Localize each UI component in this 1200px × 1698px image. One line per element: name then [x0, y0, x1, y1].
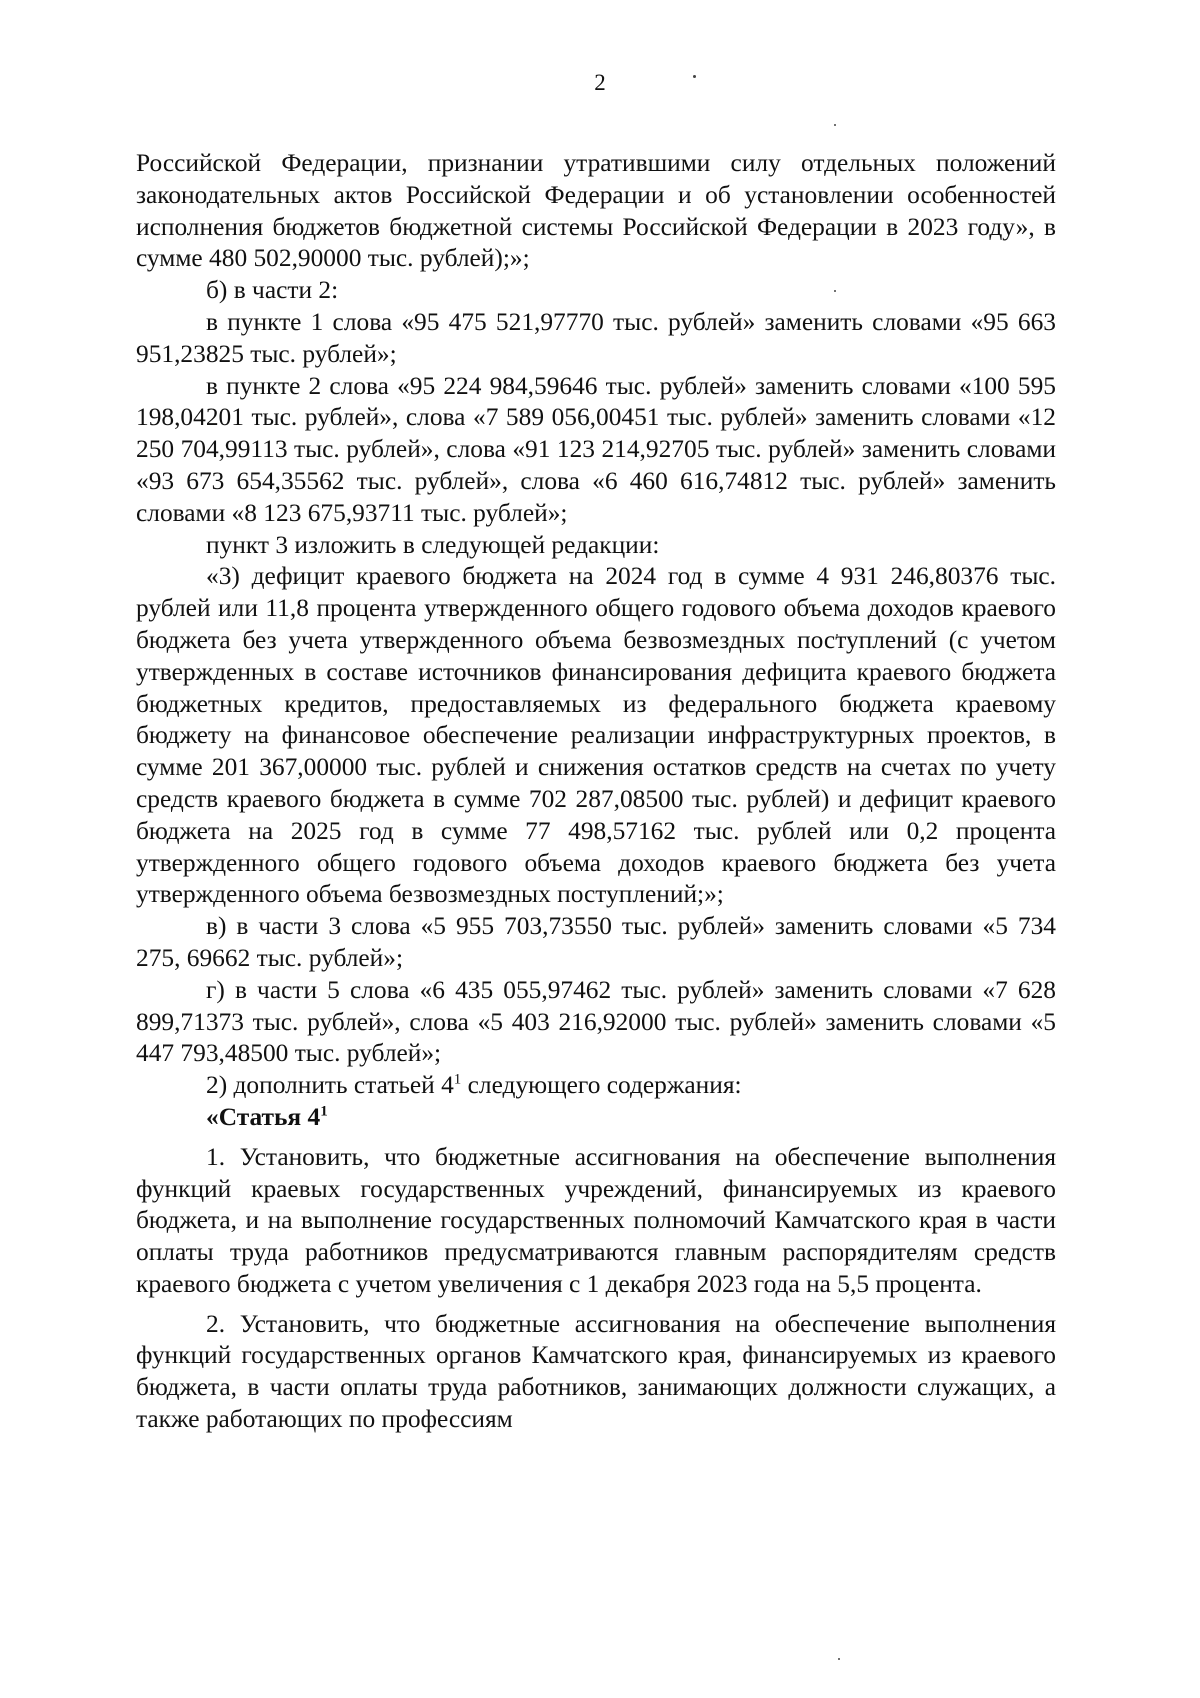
document-body — [136, 148, 1056, 1436]
addition-text-end: следующего содержания: — [461, 1071, 742, 1100]
article-heading — [136, 1102, 1056, 1134]
paragraph-point-2: в пункте 2 слова «95 224 984,59646 тыс. рублей» заменить словами «100 595 198,04201 тыс. рублей», слова «7 589 056,00451 тыс. рублей» заменить словами «12 250 704,99113 тыс. рублей», слова «91 123 214,92705 тыс. рублей» заменить словами «93 673 654,35562 тыс. рублей», слова «6 460 616,74812 тыс. рублей» заменить словами «8 123 675,93711 тыс. рублей»; — [136, 371, 1056, 527]
article-heading-superscript: 1 — [320, 1103, 328, 1120]
paragraph-point-1: в пункте 1 слова «95 475 521,97770 тыс. рублей» заменить словами «95 663 951,23825 тыс. рублей»; — [136, 307, 1056, 368]
paragraph-point-3-intro: пункт 3 изложить в следующей редакции: — [206, 530, 660, 559]
paragraph-continuation: Российской Федерации, признании утратившими силу отдельных положений законодательных актов Российской Федерации и об установлении особенностей исполнения бюджетов бюджетной системы Российской Федерации в 2023 году», в сумме 480 502,90000 тыс. рублей);»; — [136, 149, 1056, 273]
paragraph-part-3: в) в части 3 слова «5 955 703,73550 тыс. рублей» заменить словами «5 734 275, 69662 тыс. рублей»; — [136, 912, 1056, 972]
scan-speck — [834, 124, 836, 126]
article-heading-text: «Статья 4 — [206, 1102, 321, 1131]
paragraph-part-2: б) в части 2: — [206, 276, 339, 305]
addition-superscript: 1 — [453, 1071, 462, 1088]
article-item-1: 1. Установить, что бюджетные ассигнования на обеспечение выполнения функций краевых государственных учреждений, финансируемых из краевого бюджета, и на выполнение государственных полномочий Камчатского края в части оплаты труда работников предусматриваются главным распорядителям средств краевого бюджета с учетом увеличения с 1 декабря 2023 года на 5,5 процента. — [136, 1142, 1056, 1298]
page-number: 2 — [594, 70, 606, 95]
paragraph-part-5: г) в части 5 слова «6 435 055,97462 тыс. рублей» заменить словами «7 628 899,71373 тыс. рублей», слова «5 403 216,92000 тыс. рублей» заменить словами «5 447 793,48500 тыс. рублей»; — [136, 975, 1056, 1068]
paragraph-addition — [136, 1070, 1056, 1102]
scan-speck — [693, 75, 696, 78]
scan-speck — [838, 1658, 840, 1660]
article-item-2: 2. Установить, что бюджетные ассигнования на обеспечение выполнения функций государственных органов Камчатского края, финансируемых из краевого бюджета, в части оплаты труда работников, занимающих должности служащих, а также работающих по профессиям — [136, 1309, 1056, 1434]
paragraph-deficit: «3) дефицит краевого бюджета на 2024 год в сумме 4 931 246,80376 тыс. рублей или 11,8 процента утвержденного общего годового объема доходов краевого бюджета без учета утвержденного объема безвозмездных поступлений (с учетом утвержденных в составе источников финансирования дефицита краевого бюджета бюджетных кредитов, предоставляемых из федерального бюджета краевому бюджету на финансовое обеспечение реализации инфраструктурных проектов, в сумме 201 367,00000 тыс. рублей и снижения остатков средств на счетах по учету средств краевого бюджета в сумме 702 287,08500 тыс. рублей) и дефицит краевого бюджета на 2025 год в сумме 77 498,57162 тыс. рублей или 0,2 процента утвержденного общего годового объема доходов краевого бюджета без учета утвержденного объема безвозмездных поступлений;»; — [136, 562, 1056, 909]
addition-text: 2) дополнить статьей 4 — [206, 1071, 454, 1100]
